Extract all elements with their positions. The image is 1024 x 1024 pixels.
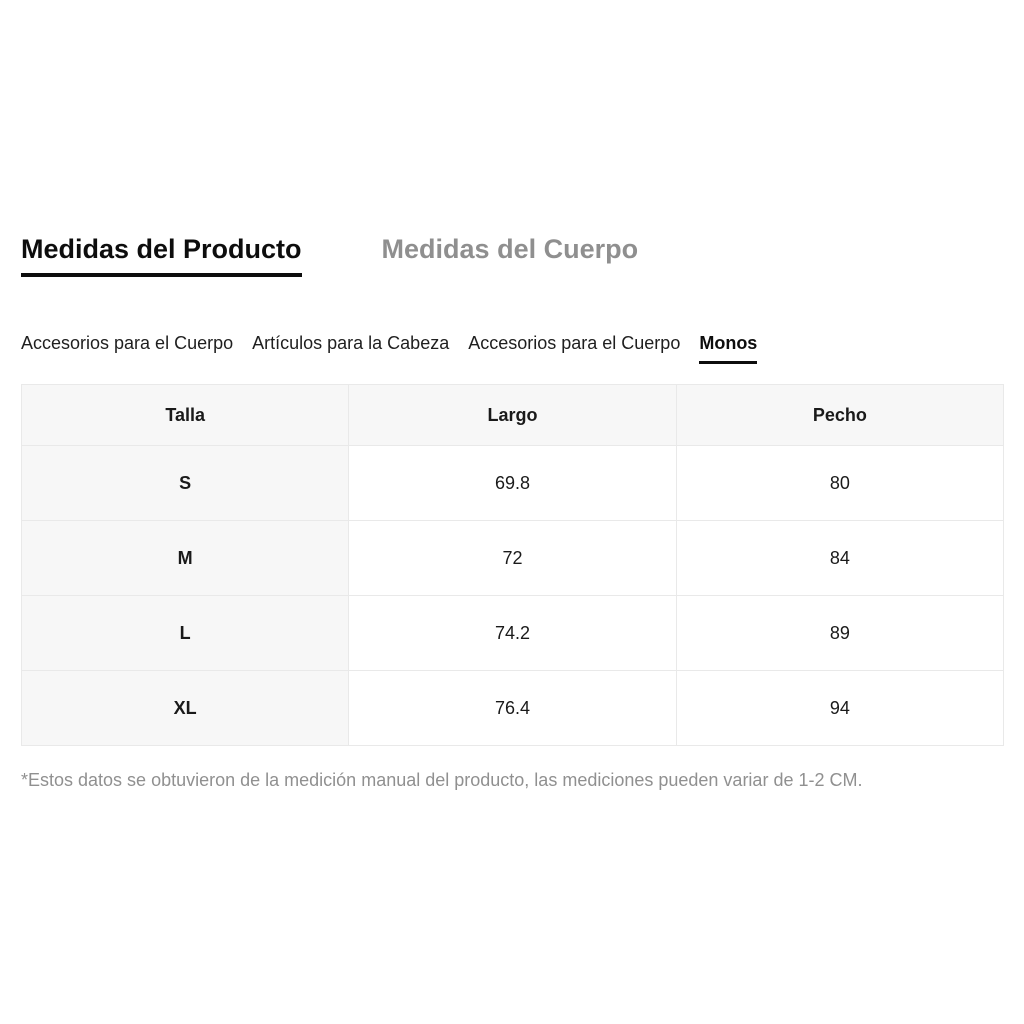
column-header-pecho: Pecho	[676, 385, 1003, 446]
largo-cell: 76.4	[349, 671, 676, 746]
size-cell: L	[22, 596, 349, 671]
pecho-cell: 84	[676, 521, 1003, 596]
category-tab-accesorios-para-el-cuerpo-2[interactable]: Accesorios para el Cuerpo	[468, 333, 681, 353]
pecho-cell: 89	[676, 596, 1003, 671]
size-chart-body	[22, 446, 1004, 746]
category-tab-articulos-para-la-cabeza[interactable]: Artículos para la Cabeza	[252, 333, 450, 353]
largo-cell: 74.2	[349, 596, 676, 671]
size-cell: S	[22, 446, 349, 521]
category-tabs	[21, 333, 1003, 364]
pecho-cell: 80	[676, 446, 1003, 521]
table-row-xl	[22, 671, 1004, 746]
header-row	[22, 385, 1004, 446]
category-tab-accesorios-para-el-cuerpo-1[interactable]: Accesorios para el Cuerpo	[21, 333, 234, 353]
pecho-cell: 94	[676, 671, 1003, 746]
table-row-m	[22, 521, 1004, 596]
size-chart-header	[22, 385, 1004, 446]
table-row-s	[22, 446, 1004, 521]
measurement-type-tabs	[21, 234, 1003, 277]
column-header-talla: Talla	[22, 385, 349, 446]
largo-cell: 69.8	[349, 446, 676, 521]
category-tab-monos[interactable]: Monos	[699, 333, 757, 364]
column-header-largo: Largo	[349, 385, 676, 446]
tab-medidas-del-cuerpo[interactable]: Medidas del Cuerpo	[381, 234, 639, 264]
size-cell: XL	[22, 671, 349, 746]
size-chart-table	[21, 384, 1004, 746]
tab-medidas-del-producto[interactable]: Medidas del Producto	[21, 234, 302, 277]
largo-cell: 72	[349, 521, 676, 596]
measurement-disclaimer: *Estos datos se obtuvieron de la medición manual del producto, las mediciones pueden variar de 1-2 CM.	[21, 770, 863, 790]
size-cell: M	[22, 521, 349, 596]
table-row-l	[22, 596, 1004, 671]
